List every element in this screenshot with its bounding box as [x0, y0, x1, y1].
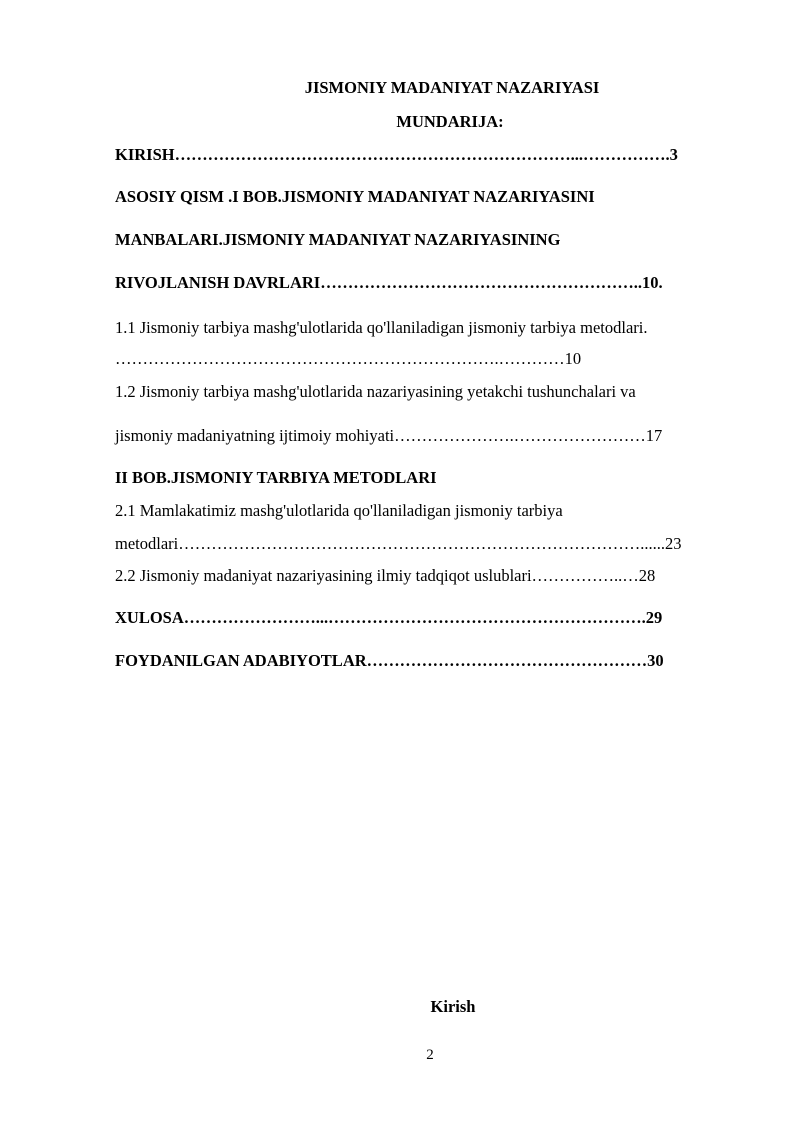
document-title: JISMONIY MADANIYAT NAZARIYASI — [304, 78, 600, 97]
toc-entry-kirish[interactable]: KIRISH………………………………………………………………...…………….3 — [115, 145, 678, 164]
toc-entry-2-1-cont: metodlari…………………………………………………………………………......23 — [115, 534, 682, 553]
toc-heading: MUNDARIJA: — [396, 112, 504, 131]
toc-entry-2-2[interactable]: 2.2 Jismoniy madaniyat nazariyasining ilmiy tadqiqot uslublari……………..…28 — [115, 566, 656, 585]
page-number: 2 — [426, 1047, 434, 1063]
toc-entry-2-1[interactable]: 2.1 Mamlakatimiz mashg'ulotlarida qo'llaniladigan jismoniy tarbiya — [115, 501, 563, 520]
toc-entry-1-2[interactable]: 1.2 Jismoniy tarbiya mashg'ulotlarida nazariyasining yetakchi tushunchalari va — [115, 382, 636, 401]
toc-entry-1-2-cont: jismoniy madaniyatning ijtimoiy mohiyati………………….……………………17 — [115, 426, 663, 445]
toc-entry-xulosa[interactable]: XULOSA……………………...………………………………………………….29 — [115, 608, 663, 627]
toc-entry-asosiy-qism-cont: MANBALARI.JISMONIY MADANIYAT NAZARIYASINING — [115, 230, 561, 249]
toc-entry-bob-2[interactable]: II BOB.JISMONIY TARBIYA METODLARI — [115, 468, 437, 487]
toc-entry-asosiy-qism[interactable]: ASOSIY QISM .I BOB.JISMONIY MADANIYAT NAZARIYASINI — [115, 187, 595, 206]
toc-entry-foydalanilgan-adabiyotlar[interactable]: FOYDANILGAN ADABIYOTLAR……………………………………………30 — [115, 651, 664, 670]
toc-entry-asosiy-qism-cont: RIVOJLANISH DAVRLARI…………………………………………………..10. — [115, 273, 663, 292]
toc-entry-1-1-cont: …………………………………………………………….…………10 — [115, 349, 582, 368]
toc-entry-1-1[interactable]: 1.1 Jismoniy tarbiya mashg'ulotlarida qo'llaniladigan jismoniy tarbiya metodlari. — [115, 318, 648, 337]
section-heading-kirish: Kirish — [430, 997, 476, 1016]
